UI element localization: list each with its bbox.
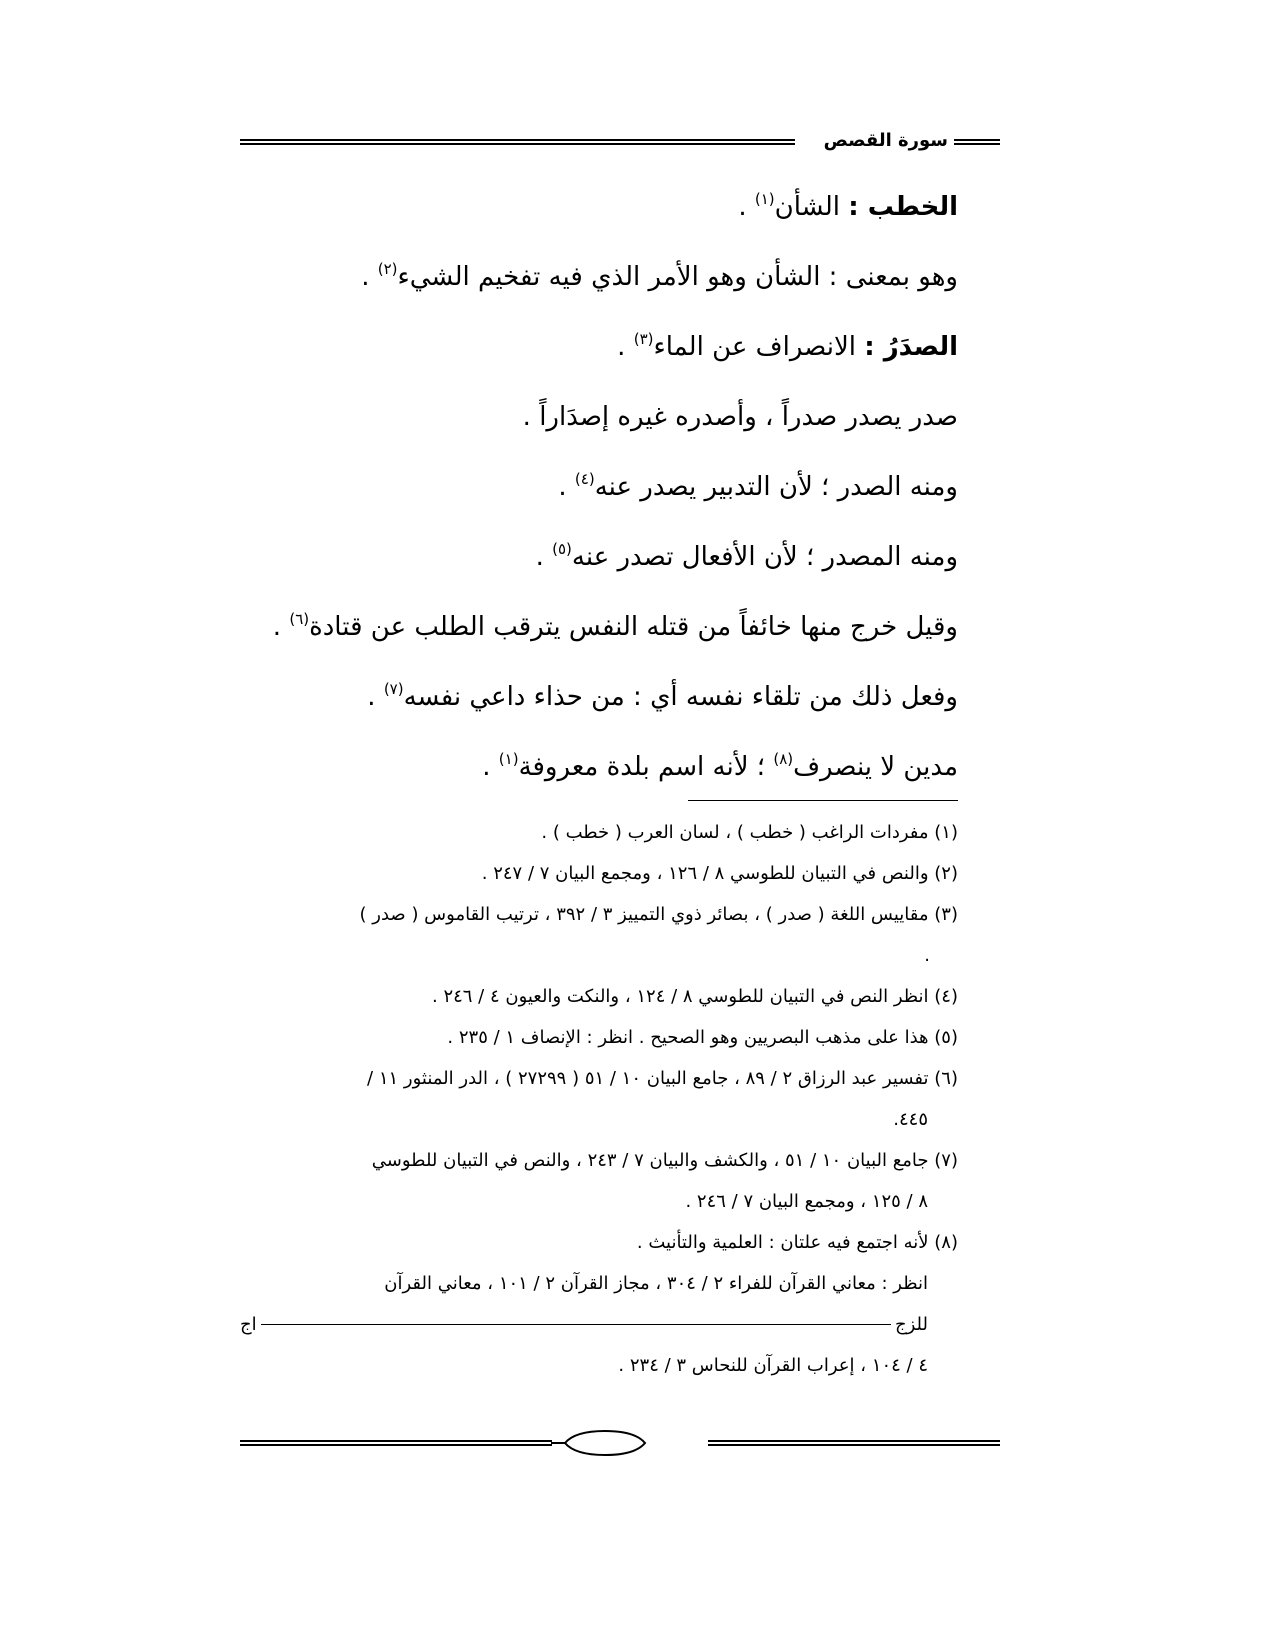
- kashida-rule: [261, 1324, 891, 1325]
- footnote-6-continuation: ٤٤٥.: [893, 1109, 928, 1130]
- ornament-oval-icon: [545, 1428, 665, 1458]
- footnote-8-line-2: انظر : معاني القرآن للفراء ٢ / ٣٠٤ ، مجاز القرآن ٢ / ١٠١ ، معاني القرآن: [384, 1273, 928, 1294]
- term-khatb: الخطب :: [848, 192, 958, 222]
- footnote-separator: [688, 800, 958, 801]
- main-line-9: [238, 732, 958, 802]
- footnote-ref: (١): [754, 190, 775, 208]
- footnote-2: (٢) والنص في التبيان للطوسي ٨ / ١٢٦ ، ومجمع البيان ٧ / ٢٤٧ .: [481, 863, 958, 884]
- term-sadar: الصدَرُ :: [864, 332, 958, 362]
- footnotes: [240, 812, 958, 1386]
- line-text: وقيل خرج منها خائفاً من قتله النفس يترقب الطلب عن قتادة: [309, 612, 958, 642]
- main-line-5: [238, 452, 958, 522]
- footnote-ref: (٨): [773, 750, 794, 768]
- line-text: الشأن: [774, 192, 849, 222]
- main-line-3: [238, 312, 958, 382]
- line-text: الانصراف عن الماء: [653, 332, 865, 362]
- main-line-4: [238, 382, 958, 452]
- footnote-ref-2: (١): [498, 750, 519, 768]
- ornament-rule-right: [708, 1440, 1000, 1446]
- line-text-mid: ؛ لأنه اسم بلدة معروفة: [518, 752, 774, 782]
- footnote-3: (٣) مقاييس اللغة ( صدر ) ، بصائر ذوي التمييز ٣ / ٣٩٢ ، ترتيب القاموس ( صدر ): [359, 904, 958, 925]
- main-text: [238, 172, 958, 802]
- footnote-8-line-4: ٤ / ١٠٤ ، إعراب القرآن للنحاس ٣ / ٢٣٤ .: [618, 1355, 928, 1376]
- main-line-7: [238, 592, 958, 662]
- line-text: وهو بمعنى : الشأن وهو الأمر الذي فيه تفخيم الشيء: [397, 262, 958, 292]
- footnote-8: (٨) لأنه اجتمع فيه علتان : العلمية والتأنيث .: [636, 1232, 958, 1253]
- line-text: صدر يصدر صدراً ، وأصدره غيره إصدَاراً .: [522, 402, 958, 432]
- line-tail: .: [558, 472, 575, 502]
- footnote-4: (٤) انظر النص في التبيان للطوسي ٨ / ١٢٤ ، والنكت والعيون ٤ / ٢٤٦ .: [431, 986, 958, 1007]
- line-tail: .: [367, 682, 384, 712]
- line-tail: .: [738, 192, 755, 222]
- line-tail: .: [482, 752, 499, 782]
- footnote-ref: (٦): [289, 610, 310, 628]
- header-rule-left: [240, 139, 795, 145]
- footnote-3-dot: .: [924, 945, 930, 966]
- header-title: سورة القصص: [823, 130, 948, 151]
- running-header: [240, 128, 1000, 154]
- footnote-ref: (٢): [377, 260, 398, 278]
- line-text: ومنه الصدر ؛ لأن التدبير يصدر عنه: [594, 472, 958, 502]
- footnote-ref: (٤): [574, 470, 595, 488]
- ornament-rule-left: [240, 1440, 552, 1446]
- footnote-8-line-3: [240, 1304, 958, 1345]
- line-tail: .: [361, 262, 378, 292]
- page: [240, 0, 1000, 1650]
- line-tail: .: [535, 542, 553, 572]
- footnote-1: (١) مفردات الراغب ( خطب ) ، لسان العرب ( خطب ) .: [541, 822, 958, 843]
- footnote-7: (٧) جامع البيان ١٠ / ٥١ ، والكشف والبيان ٧ / ٢٤٣ ، والنص في التبيان للطوسي: [371, 1150, 958, 1171]
- footnote-7-continuation: ٨ / ١٢٥ ، ومجمع البيان ٧ / ٢٤٦ .: [685, 1191, 928, 1212]
- footnote-8-word-start: للزج: [895, 1314, 928, 1335]
- footnote-5: (٥) هذا على مذهب البصريين وهو الصحيح . انظر : الإنصاف ١ / ٢٣٥ .: [447, 1027, 958, 1048]
- line-text: ومنه المصدر ؛ لأن الأفعال تصدر عنه: [571, 542, 958, 572]
- line-text: مدين لا ينصرف: [793, 752, 958, 782]
- line-tail: .: [617, 332, 634, 362]
- footnote-8-word-end: اج: [240, 1314, 257, 1335]
- footnote-ref: (٥): [552, 540, 572, 558]
- header-rule-right: [954, 139, 1000, 145]
- main-line-6: [238, 522, 958, 592]
- footnote-ref: (٣): [633, 330, 654, 348]
- main-line-2: [238, 242, 958, 312]
- page-number-ornament: [240, 1428, 1000, 1458]
- line-text: وفعل ذلك من تلقاء نفسه أي : من حذاء داعي نفسه: [403, 682, 958, 712]
- main-line-1: [238, 172, 958, 242]
- footnote-ref: (٧): [383, 680, 404, 698]
- main-line-8: [238, 662, 958, 732]
- footnote-6: (٦) تفسير عبد الرزاق ٢ / ٨٩ ، جامع البيان ١٠ / ٥١ ( ٢٧٢٩٩ ) ، الدر المنثور ١١ /: [367, 1068, 958, 1089]
- line-tail: .: [272, 612, 290, 642]
